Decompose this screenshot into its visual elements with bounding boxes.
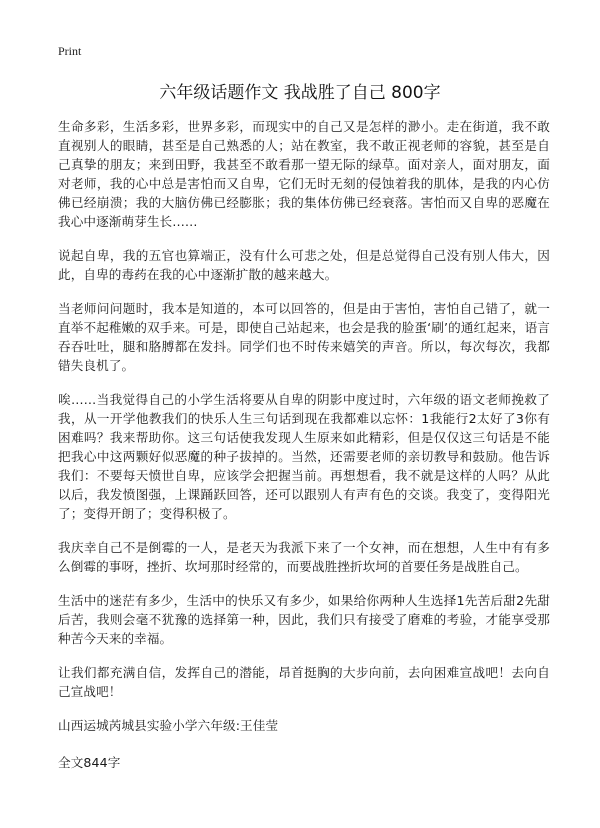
paragraph-2: 说起自卑，我的五官也算端正，没有什么可悲之处，但是总觉得自己没有别人伟大，因此，自卑的毒药在我的心中逐渐扩散的越来越大。 (58, 248, 550, 282)
paragraph-3: 当老师问问题时，我本是知道的，本可以回答的，但是由于害怕，害怕自己错了，就一直举不起稚嫩的双手来。可是，即使自己站起来，也会是我的脸蛋‘刷’的通红起来，语言吞吞吐吐，腿和胳膊都在发抖。同学们也不时传来嬉笑的声音。所以，每次每次，我都错失良机了。 (58, 301, 550, 373)
article-body (58, 117, 550, 772)
paragraph-4: 唉……当我觉得自己的小学生活将要从自卑的阴影中度过时，六年级的语文老师挽救了我，从一开学他教我们的快乐人生三句话到现在我都难以忘怀：1我能行2太好了3你有困难吗？我来帮助你。这三句话使我发现人生原来如此精彩，但是仅仅这三句话是不能把我心中这两颗好似恶魔的种子拔掉的。当然，还需要老师的亲切教导和鼓励。他告诉我们：不要每天愤世自卑，应该学会把握当前。再想想看，我不就是这样的人吗？从此以后，我发愤图强，上课踊跃回答，还可以跟别人有声有色的交谈。我变了，变得阳光了；变得开朗了；变得积极了。 (58, 392, 550, 521)
paragraph-6: 生活中的迷茫有多少，生活中的快乐又有多少，如果给你两种人生选择1先苦后甜2先甜后苦，我则会毫不犹豫的选择第一种，因此，我们只有接受了磨难的考验，才能享受那种苦今天来的幸福。 (58, 593, 550, 646)
article-title: 六年级话题作文 我战胜了自己 800字 (159, 83, 441, 103)
word-count: 全文844字 (58, 755, 121, 770)
paragraph-1: 生命多彩，生活多彩，世界多彩，而现实中的自己又是怎样的渺小。走在街道，我不敢直视别人的眼睛，甚至是自己熟悉的人；站在教室，我不敢正视老师的容貌，甚至是自己真挚的朋友；来到田野，我甚至不敢看那一望无际的绿草。面对亲人，面对朋友，面对老师，我的心中总是害怕而又自卑，它们无时无刻的侵蚀着我的肌体，是我的内心仿佛已经崩溃；我的大脑仿佛已经膨胀；我的集体仿佛已经衰落。害怕而又自卑的恶魔在我心中逐渐萌芽生长…… (58, 119, 550, 229)
author-line: 山西运城芮城县实验小学六年级:王佳莹 (58, 718, 279, 733)
paragraph-7: 让我们都充满自信，发挥自己的潜能，昂首挺胸的大步向前，去向困难宣战吧！去向自己宣战吧！ (58, 665, 550, 699)
paragraph-5: 我庆幸自己不是倒霉的一人，是老天为我派下来了一个女神，而在想想，人生中有有多么倒霉的事呀，挫折、坎坷那时经常的，而要战胜挫折坎坷的首要任务是战胜自己。 (58, 540, 550, 574)
print-link[interactable]: Print (58, 44, 82, 58)
